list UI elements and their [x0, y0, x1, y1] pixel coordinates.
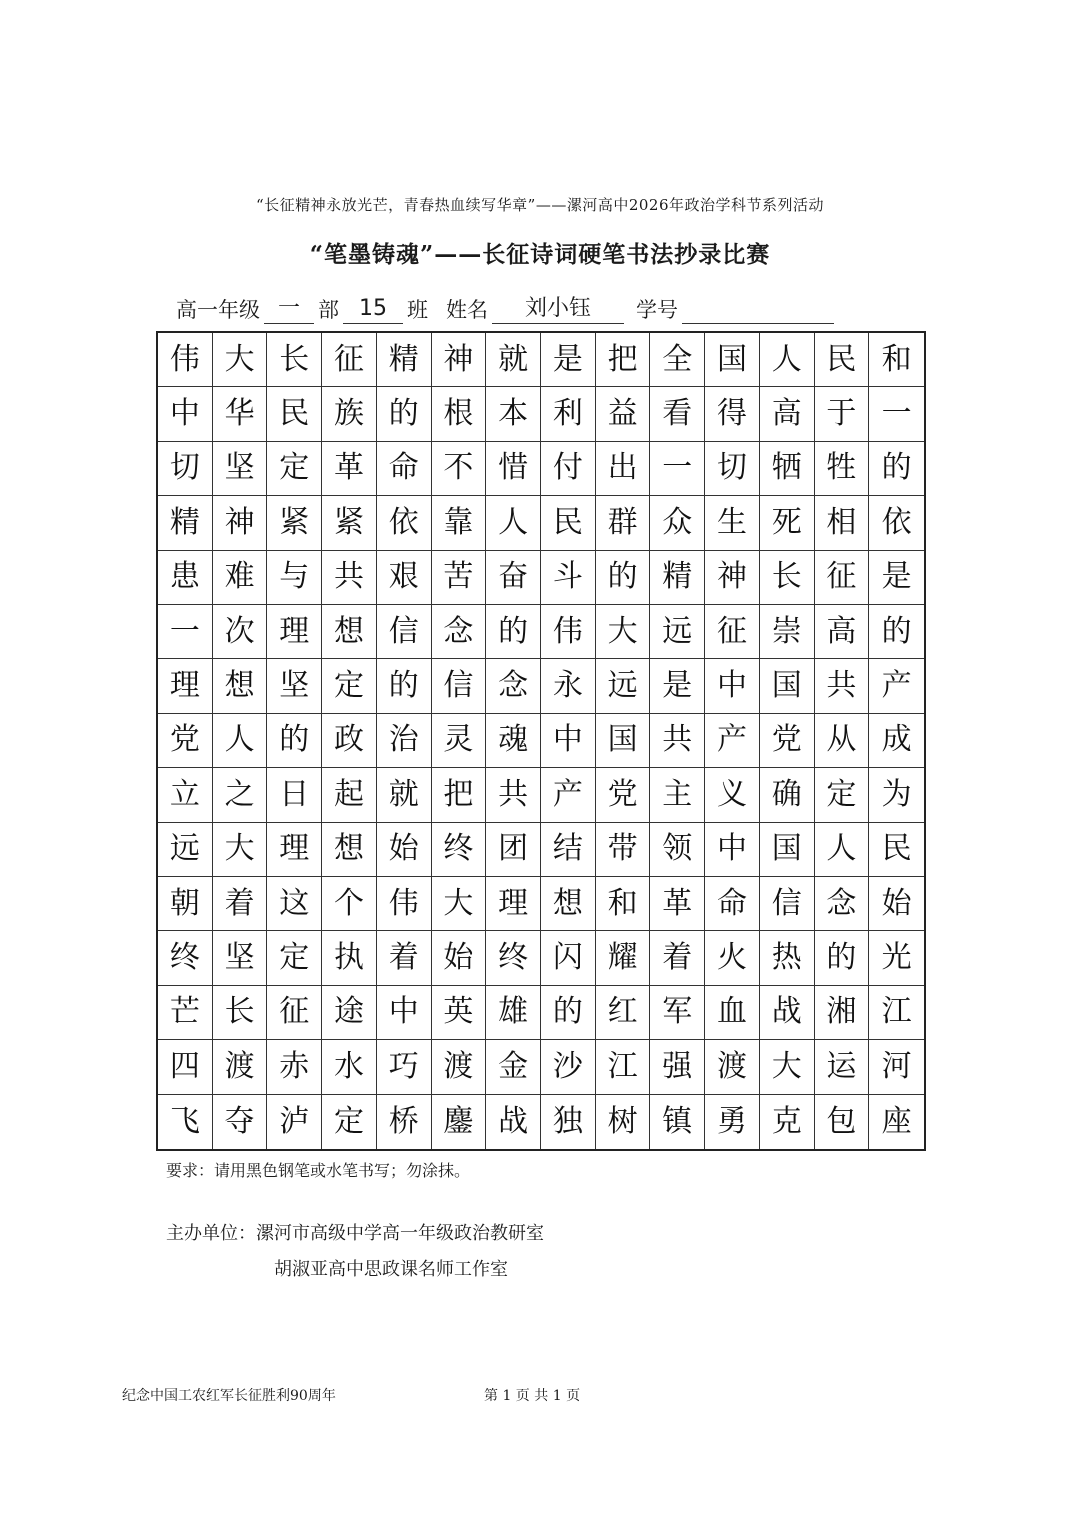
grid-cell: 得 [705, 387, 760, 441]
name-label: 姓名 [446, 298, 488, 322]
grid-cell: 国 [760, 659, 815, 713]
grid-cell: 伟 [541, 605, 596, 659]
student-id-label: 学号 [636, 298, 678, 322]
grid-cell: 中 [158, 387, 213, 441]
grid-cell: 途 [322, 986, 377, 1040]
grid-cell: 信 [377, 605, 432, 659]
grid-cell: 治 [377, 714, 432, 768]
grid-cell: 确 [760, 768, 815, 822]
grid-cell: 想 [213, 659, 268, 713]
grid-cell: 为 [869, 768, 924, 822]
grid-cell: 克 [760, 1095, 815, 1149]
grid-cell: 依 [377, 496, 432, 550]
grid-cell: 信 [432, 659, 487, 713]
grid-cell: 产 [541, 768, 596, 822]
grid-cell: 中 [705, 823, 760, 877]
grid-cell: 这 [267, 877, 322, 931]
grid-cell: 军 [650, 986, 705, 1040]
grid-cell: 信 [760, 877, 815, 931]
grid-cell: 大 [213, 333, 268, 387]
grid-cell: 政 [322, 714, 377, 768]
grid-cell: 树 [596, 1095, 651, 1149]
grid-cell: 出 [596, 442, 651, 496]
grid-cell: 本 [486, 387, 541, 441]
grid-cell: 革 [650, 877, 705, 931]
grid-cell: 的 [267, 714, 322, 768]
grid-cell: 民 [869, 823, 924, 877]
grid-cell: 座 [881, 1103, 912, 1139]
series-subtitle: “长征精神永放光芒，青春热血续写华章”——漯河高中2026年政治学科节系列活动 [255, 196, 824, 214]
grid-cell: 河 [869, 1040, 924, 1094]
grid-cell: 中 [377, 986, 432, 1040]
grid-cell: 成 [869, 714, 924, 768]
grid-cell: 江 [869, 986, 924, 1040]
grid-cell: 始 [869, 877, 924, 931]
grid-cell: 精 [158, 496, 213, 550]
grid-cell: 的 [377, 659, 432, 713]
grid-cell: 日 [267, 768, 322, 822]
grid-cell: 红 [596, 986, 651, 1040]
grid-cell: 共 [650, 714, 705, 768]
grid-cell: 征 [815, 551, 870, 605]
grid-cell: 共 [815, 659, 870, 713]
grid-cell: 一 [869, 387, 924, 441]
grid-cell: 神 [213, 496, 268, 550]
grid-cell: 定 [322, 1095, 377, 1149]
grid-cell: 征 [705, 605, 760, 659]
grid-cell: 就 [377, 768, 432, 822]
grid-cell: 鏖 [432, 1095, 487, 1149]
grid-cell: 桥 [377, 1095, 432, 1149]
grade-label: 高一年级 [176, 298, 260, 322]
grid-cell: 高 [815, 605, 870, 659]
grid-cell: 族 [322, 387, 377, 441]
grid-cell: 是 [541, 333, 596, 387]
student-id-field[interactable] [682, 295, 834, 324]
grid-cell: 飞 [158, 1095, 213, 1149]
grid-cell: 共 [486, 768, 541, 822]
grid-cell: 独 [541, 1095, 596, 1149]
grid-cell: 征 [322, 333, 377, 387]
grid-cell: 牲 [815, 442, 870, 496]
grid-cell: 党 [760, 714, 815, 768]
name-field[interactable]: 刘小钰 [492, 295, 624, 324]
division-field[interactable]: 一 [264, 295, 314, 324]
grid-cell: 立 [158, 768, 213, 822]
grid-cell: 国 [760, 823, 815, 877]
grid-cell: 光 [869, 931, 924, 985]
grid-cell: 党 [596, 768, 651, 822]
grid-cell: 精 [650, 551, 705, 605]
grid-cell: 主 [650, 768, 705, 822]
grid-cell: 切 [158, 442, 213, 496]
grid-cell: 的 [869, 605, 924, 659]
grid-cell: 英 [432, 986, 487, 1040]
grid-cell: 终 [158, 931, 213, 985]
grid-cell: 义 [705, 768, 760, 822]
grid-cell: 看 [650, 387, 705, 441]
grid-cell: 永 [541, 659, 596, 713]
grid-cell: 从 [815, 714, 870, 768]
grid-cell: 长 [760, 551, 815, 605]
grid-cell: 雄 [486, 986, 541, 1040]
division-label: 部 [318, 298, 339, 322]
grid-cell: 热 [760, 931, 815, 985]
grid-cell: 坚 [213, 442, 268, 496]
grid-cell: 沙 [541, 1040, 596, 1094]
grid-cell: 想 [322, 605, 377, 659]
grid-cell: 镇 [650, 1095, 705, 1149]
grid-cell: 个 [322, 877, 377, 931]
grid-cell: 结 [541, 823, 596, 877]
grid-cell: 人 [213, 714, 268, 768]
grid-cell: 领 [650, 823, 705, 877]
grid-cell: 团 [486, 823, 541, 877]
grid-cell: 根 [432, 387, 487, 441]
grid-cell: 朝 [158, 877, 213, 931]
grid-cell: 定 [322, 659, 377, 713]
grid-cell: 国 [705, 333, 760, 387]
grid-cell: 大 [760, 1040, 815, 1094]
grid-cell: 强 [650, 1040, 705, 1094]
grid-cell: 远 [650, 605, 705, 659]
grid-cell: 中 [705, 659, 760, 713]
grid-cell: 死 [760, 496, 815, 550]
grid-cell: 艰 [377, 551, 432, 605]
grid-cell: 运 [815, 1040, 870, 1094]
grid-cell: 江 [596, 1040, 651, 1094]
grid-cell: 勇 [705, 1095, 760, 1149]
class-label: 班 [407, 298, 428, 322]
grid-cell: 的 [541, 986, 596, 1040]
grid-cell: 神 [432, 333, 487, 387]
grid-cell: 牺 [760, 442, 815, 496]
grid-cell: 着 [650, 931, 705, 985]
grid-cell: 不 [432, 442, 487, 496]
grid-cell: 始 [432, 931, 487, 985]
grid-cell: 民 [267, 387, 322, 441]
grid-cell: 巧 [377, 1040, 432, 1094]
grid-cell: 芒 [158, 986, 213, 1040]
grid-cell: 党 [158, 714, 213, 768]
grid-cell: 着 [377, 931, 432, 985]
grid-cell: 众 [650, 496, 705, 550]
grid-cell: 大 [432, 877, 487, 931]
grid-cell: 大 [213, 823, 268, 877]
grid-cell: 和 [596, 877, 651, 931]
grid-cell: 一 [158, 605, 213, 659]
grid-cell: 切 [705, 442, 760, 496]
grid-cell: 金 [486, 1040, 541, 1094]
grid-cell: 火 [705, 931, 760, 985]
grid-cell: 国 [596, 714, 651, 768]
grid-cell: 的 [815, 931, 870, 985]
grid-cell: 血 [705, 986, 760, 1040]
grid-cell: 民 [815, 333, 870, 387]
organizer-line-2: 胡淑亚高中思政课名师工作室 [274, 1259, 508, 1280]
grid-cell: 想 [541, 877, 596, 931]
grid-cell: 征 [267, 986, 322, 1040]
grid-cell: 终 [432, 823, 487, 877]
grid-cell: 战 [760, 986, 815, 1040]
grid-cell: 付 [541, 442, 596, 496]
grid-cell: 远 [158, 823, 213, 877]
grid-cell: 依 [869, 496, 924, 550]
grid-cell: 四 [158, 1040, 213, 1094]
organizer-line-1: 漯河市高级中学高一年级政治教研室 [256, 1223, 544, 1244]
grid-cell: 产 [869, 659, 924, 713]
grid-cell: 斗 [541, 551, 596, 605]
grid-cell: 奋 [486, 551, 541, 605]
grid-cell: 长 [213, 986, 268, 1040]
grid-cell: 共 [322, 551, 377, 605]
grid-cell: 人 [486, 496, 541, 550]
grid-cell: 之 [213, 768, 268, 822]
grid-cell: 长 [267, 333, 322, 387]
grid-cell: 紧 [267, 496, 322, 550]
grid-cell: 革 [322, 442, 377, 496]
grid-cell: 执 [322, 931, 377, 985]
grid-cell: 坚 [213, 931, 268, 985]
grid-cell: 益 [596, 387, 651, 441]
student-info-line [176, 290, 896, 324]
grid-cell: 产 [705, 714, 760, 768]
grid-cell: 就 [486, 333, 541, 387]
grid-cell: 伟 [377, 877, 432, 931]
grid-cell: 念 [815, 877, 870, 931]
grid-cell: 群 [596, 496, 651, 550]
grid-cell: 人 [815, 823, 870, 877]
grid-cell: 伟 [158, 333, 213, 387]
grid-cell: 远 [596, 659, 651, 713]
grid-cell: 魂 [486, 714, 541, 768]
grid-cell: 理 [158, 659, 213, 713]
grid-cell: 神 [705, 551, 760, 605]
grid-cell: 始 [377, 823, 432, 877]
grid-cell: 和 [869, 333, 924, 387]
grid-cell: 的 [596, 551, 651, 605]
grid-cell: 夺 [213, 1095, 268, 1149]
grid-cell: 靠 [432, 496, 487, 550]
grid-cell: 人 [760, 333, 815, 387]
grid-cell: 苦 [432, 551, 487, 605]
grid-cell: 一 [650, 442, 705, 496]
grid-cell: 湘 [815, 986, 870, 1040]
grid-cell: 水 [322, 1040, 377, 1094]
grid-cell: 坚 [267, 659, 322, 713]
grid-cell: 定 [267, 442, 322, 496]
grid-cell: 理 [267, 605, 322, 659]
grid-cell: 惜 [486, 442, 541, 496]
grid-cell: 精 [377, 333, 432, 387]
grid-cell: 带 [596, 823, 651, 877]
footer-page-number: 第 1 页 共 1 页 [484, 1388, 581, 1404]
grid-cell: 战 [486, 1095, 541, 1149]
grid-cell: 次 [213, 605, 268, 659]
grid-cell: 把 [432, 768, 487, 822]
grid-cell: 华 [213, 387, 268, 441]
grid-cell: 命 [705, 877, 760, 931]
grid-cell: 的 [869, 442, 924, 496]
organizer-block [166, 1216, 544, 1288]
grid-cell: 于 [815, 387, 870, 441]
grid-cell: 是 [650, 659, 705, 713]
grid-cell: 想 [322, 823, 377, 877]
grid-cell: 耀 [596, 931, 651, 985]
grid-cell: 把 [596, 333, 651, 387]
grid-cell: 民 [541, 496, 596, 550]
grid-cell: 包 [815, 1095, 870, 1149]
organizer-label: 主办单位： [166, 1223, 256, 1244]
grid-cell: 大 [596, 605, 651, 659]
grid-cell: 利 [541, 387, 596, 441]
grid-cell: 定 [815, 768, 870, 822]
grid-cell: 紧 [322, 496, 377, 550]
grid-cell: 灵 [432, 714, 487, 768]
grid-cell: 闪 [541, 931, 596, 985]
grid-cell: 是 [869, 551, 924, 605]
grid-cell: 难 [213, 551, 268, 605]
grid-cell: 与 [267, 551, 322, 605]
copy-grid [156, 331, 926, 1151]
grid-cell: 中 [541, 714, 596, 768]
class-field[interactable]: 15 [343, 295, 403, 324]
grid-cell: 着 [213, 877, 268, 931]
grid-cell: 理 [267, 823, 322, 877]
grid-cell: 起 [322, 768, 377, 822]
grid-cell: 理 [486, 877, 541, 931]
grid-cell: 念 [432, 605, 487, 659]
grid-cell: 念 [486, 659, 541, 713]
grid-cell: 定 [267, 931, 322, 985]
grid-cell: 的 [377, 387, 432, 441]
contest-title: “笔墨铸魂”——长征诗词硬笔书法抄录比赛 [309, 241, 771, 268]
grid-cell: 命 [377, 442, 432, 496]
grid-cell: 赤 [267, 1040, 322, 1094]
grid-cell: 生 [705, 496, 760, 550]
grid-cell: 渡 [213, 1040, 268, 1094]
grid-cell: 的 [486, 605, 541, 659]
grid-cell: 终 [486, 931, 541, 985]
grid-cell: 高 [760, 387, 815, 441]
grid-cell: 全 [650, 333, 705, 387]
footer-commemoration: 纪念中国工农红军长征胜利90周年 [122, 1388, 336, 1404]
grid-cell: 泸 [267, 1095, 322, 1149]
grid-cell: 患 [158, 551, 213, 605]
grid-cell: 渡 [705, 1040, 760, 1094]
grid-cell: 相 [815, 496, 870, 550]
grid-cell: 崇 [760, 605, 815, 659]
requirement-note: 要求：请用黑色钢笔或水笔书写；勿涂抹。 [166, 1161, 471, 1180]
grid-cell: 渡 [432, 1040, 487, 1094]
